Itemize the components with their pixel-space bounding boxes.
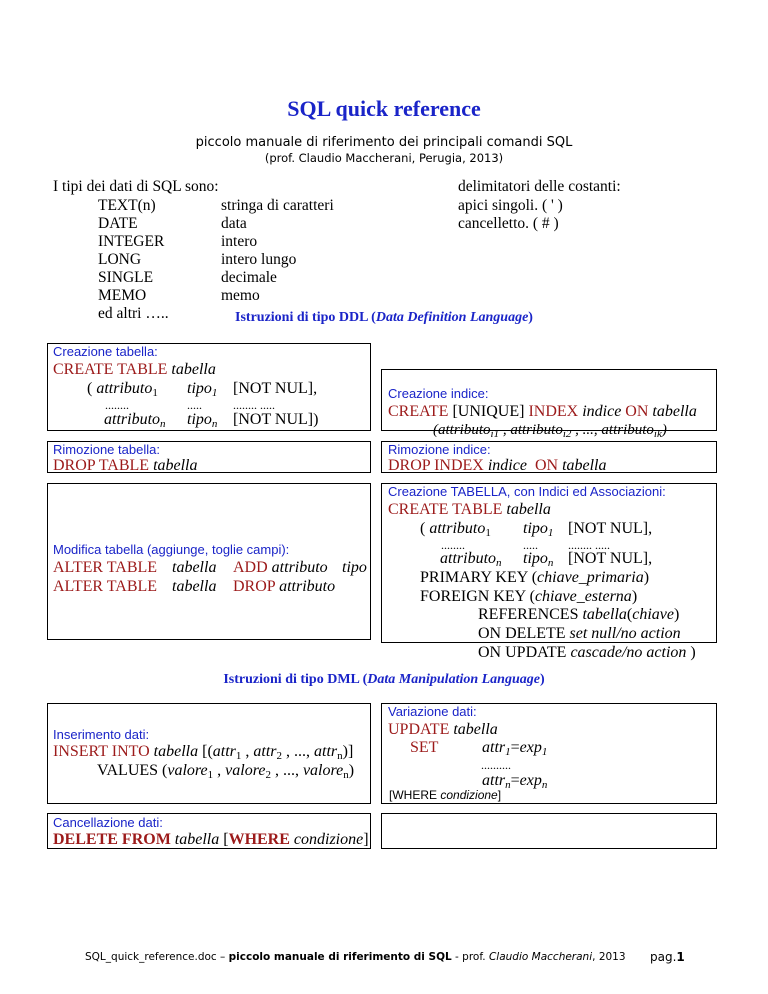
on-delete-line [478, 624, 681, 643]
tabella: tabella [153, 457, 198, 474]
attr: attr [482, 739, 506, 756]
valore: valore [225, 762, 266, 779]
attr: attr [482, 772, 506, 789]
kw-drop-index: DROP INDEX [388, 457, 484, 474]
kw-drop-table: DROP TABLE [53, 457, 150, 474]
insert-line1: INSERT INTO tabella [(attr$_1$ , attr$_2$ , ..., attr$_n$)] [53, 743, 354, 762]
insert-label: Inserimento dati: [53, 727, 150, 742]
create-index-line1 [388, 402, 697, 421]
kw-values: VALUES [97, 762, 159, 779]
types-intro: I tipi dei dati di SQL sono: [53, 178, 219, 195]
kw-on: ON [534, 457, 559, 474]
tipo: tipo [187, 411, 212, 428]
create-index-label: Creazione indice: [388, 386, 489, 401]
create-table-line1 [53, 360, 216, 379]
delim-title: delimitatori delle costanti: [458, 178, 621, 195]
primary-key: PRIMARY KEY ( [420, 569, 538, 586]
tabella: tabella [582, 606, 627, 623]
type-name: LONG [98, 251, 142, 268]
condizione: condizione [440, 788, 498, 802]
not-nul-1: [NOT NUL], [233, 380, 318, 397]
type-desc: intero [221, 233, 258, 250]
kw-unique: [UNIQUE] [452, 403, 525, 420]
drop-table-label: Rimozione tabella: [53, 442, 160, 457]
ddl-heading-italic: Data Definition Language [375, 310, 529, 325]
update-line1 [388, 720, 498, 739]
chiave: chiave [632, 606, 674, 623]
type-name: INTEGER [98, 233, 165, 250]
type-desc: decimale [221, 269, 277, 286]
type-name: MEMO [98, 287, 147, 304]
tipo: tipo [187, 380, 212, 397]
alter-drop [233, 577, 335, 596]
dml-heading-italic: Data Manipulation Language [367, 672, 540, 687]
tabella: tabella [153, 743, 199, 760]
page-num: 1 [676, 950, 685, 964]
on-update: ON UPDATE [478, 644, 571, 661]
primary-key-line: PRIMARY KEY (chiave_primaria) [420, 569, 650, 586]
drop-table-line [53, 456, 198, 475]
type-desc: intero lungo [221, 251, 297, 268]
chiave-primaria: chiave_primaria [537, 569, 644, 586]
footer-name: Claudio Maccherani [488, 951, 593, 963]
kw-drop: DROP [233, 578, 276, 595]
page-title: SQL quick reference [287, 96, 481, 121]
attributo: attributo [271, 559, 328, 576]
tabella: tabella [453, 721, 498, 738]
footer-year: , 2013 [592, 951, 626, 963]
dots-tipo: ..... [187, 398, 202, 412]
tipo-n: tipo$_n$ [187, 411, 218, 430]
assoc-dots-attr: ........ [441, 538, 465, 552]
alter-add [233, 558, 328, 577]
set-assign-1: $attr_1=\exp_1$ [482, 739, 548, 758]
assoc-attr-n: attributo$_n$ [440, 550, 502, 569]
ddl-heading [0, 310, 768, 326]
kw-set: SET [410, 739, 439, 756]
valore: valore [167, 762, 208, 779]
kw-insert-into: INSERT INTO [53, 743, 150, 760]
set-assign-n: $attr_n=\exp_n$ [482, 772, 548, 791]
attr: attr [253, 743, 277, 760]
attributo: attributo [601, 422, 654, 438]
kw-update: UPDATE [388, 721, 450, 738]
dml-heading-text: Istruzioni di tipo DML ( [223, 672, 368, 687]
assoc-not-nul-n: [NOT NUL], [568, 550, 653, 567]
update-where: [WHERE condizione] [389, 788, 502, 802]
tabella: tabella [652, 403, 697, 420]
alter-tipo: tipo [342, 559, 367, 576]
foreign-key: FOREIGN KEY ( [420, 588, 535, 605]
tipo: tipo [523, 520, 548, 537]
attributo: attributo [96, 380, 153, 397]
indice: indice [487, 457, 527, 474]
ddl-heading-text: Istruzioni di tipo DDL ( [235, 310, 376, 325]
tipo1: tipo$_1$ [187, 380, 218, 399]
delim-quotes: apici singoli. ( ' ) [458, 197, 563, 214]
kw-create-table: CREATE TABLE [53, 361, 168, 378]
create-assoc-line1 [388, 500, 551, 519]
exp: exp [519, 739, 542, 756]
attributo-n: attributo$_n$ [104, 411, 166, 430]
tabella: tabella [171, 361, 216, 378]
kw-delete-from: DELETE FROM [53, 831, 171, 848]
alter-table-label: Modifica tabella (aggiunge, toglie campi): [53, 542, 290, 557]
dots-nul: ........ ..... [233, 398, 275, 412]
condizione: condizione [293, 831, 364, 848]
kw-alter-table-1: ALTER TABLE [53, 559, 158, 576]
references: REFERENCES [478, 606, 583, 623]
attributo: attributo [104, 411, 161, 428]
delete-line: DELETE FROM tabella [WHERE condizione] [53, 831, 369, 848]
kw-create-table: CREATE TABLE [388, 501, 503, 518]
type-name: ed altri ….. [98, 305, 169, 322]
tabella: tabella [506, 501, 551, 518]
set-dots: .......... [481, 758, 511, 772]
kw-on: ON [625, 403, 649, 420]
chiave-esterna: chiave_esterna [534, 588, 632, 605]
type-name: DATE [98, 215, 138, 232]
indice: indice [582, 403, 622, 420]
kw-alter-table-2: ALTER TABLE [53, 578, 158, 595]
not-nul-end: [NOT NUL]) [233, 411, 319, 428]
exp: exp [519, 772, 542, 789]
references-line: REFERENCES tabella(chiave) [478, 606, 680, 623]
create-table-line2: ( attributo$_1$ [87, 380, 158, 399]
on-update-value: cascade/no action [570, 644, 687, 661]
drop-index-label: Rimozione indice: [388, 442, 491, 457]
create-index-line2: (attributo$_{i1}$ , attributo$_{i2}$ , ..., attributo$_{ik}$) [433, 422, 667, 440]
delete-label: Cancellazione dati: [53, 815, 163, 830]
footer-bold: piccolo manuale di riferimento di SQL [228, 951, 452, 963]
author-line: (prof. Claudio Maccherani, Perugia, 2013) [264, 151, 504, 165]
create-table-label: Creazione tabella: [53, 344, 158, 359]
page-number [650, 950, 685, 964]
drop-index-line [388, 456, 607, 475]
assoc-dots-nul: ........ ..... [568, 538, 610, 552]
assoc-dots-tipo: ..... [523, 538, 538, 552]
type-desc: stringa di caratteri [221, 197, 334, 214]
alter-tabella-2: tabella [172, 578, 217, 595]
subtitle: piccolo manuale di riferimento dei principali comandi SQL [195, 135, 573, 150]
on-update-line: ON UPDATE cascade/no action ) [478, 644, 696, 661]
attr: attr [314, 743, 338, 760]
kw-add: ADD [233, 559, 268, 576]
on-delete: ON DELETE [478, 625, 570, 642]
create-assoc-label: Creazione TABELLA, con Indici ed Associazioni: [388, 484, 666, 499]
footer-mid: - prof. [451, 951, 489, 963]
assoc-not-nul-1: [NOT NUL], [568, 520, 653, 537]
on-delete-value: set null/no action [569, 625, 681, 642]
valore: valore [302, 762, 344, 779]
tipo: tipo [523, 550, 548, 567]
kw-where: WHERE [228, 831, 290, 848]
attr: attr [212, 743, 236, 760]
foreign-key-line: FOREIGN KEY (chiave_esterna) [420, 588, 638, 605]
dml-heading-end: ) [539, 672, 545, 687]
delim-hash: cancelletto. ( # ) [458, 215, 559, 232]
kw-create: CREATE [388, 403, 449, 420]
attributo: attributo [510, 422, 563, 438]
attributo: attributo [440, 550, 497, 567]
type-name: TEXT(n) [98, 197, 156, 214]
kw-index: INDEX [528, 403, 579, 420]
ddl-heading-end: ) [528, 310, 533, 325]
attributo: attributo [279, 578, 336, 595]
page-label: pag. [650, 950, 677, 964]
assoc-attr1: ( attributo$_1$ [420, 520, 491, 539]
type-name: SINGLE [98, 269, 154, 286]
tabella: tabella [174, 831, 220, 848]
dml-heading [0, 672, 768, 688]
type-desc: memo [221, 287, 260, 304]
empty-box [381, 813, 717, 849]
assoc-tipo1: tipo$_1$ [523, 520, 554, 539]
update-label: Variazione dati: [388, 704, 477, 719]
footer-file: SQL_quick_reference.doc – [85, 951, 229, 963]
attributo: attributo [438, 422, 491, 438]
alter-tabella-1: tabella [172, 559, 217, 576]
type-desc: data [221, 215, 247, 232]
tabella: tabella [562, 457, 607, 474]
insert-line2: VALUES (valore$_1$ , valore$_2$ , ..., valore$_n$) [97, 762, 355, 781]
assoc-tipo-n: tipo$_n$ [523, 550, 554, 569]
page-footer [85, 951, 626, 963]
dots-attr: ........ [105, 398, 129, 412]
attributo: attributo [429, 520, 486, 537]
